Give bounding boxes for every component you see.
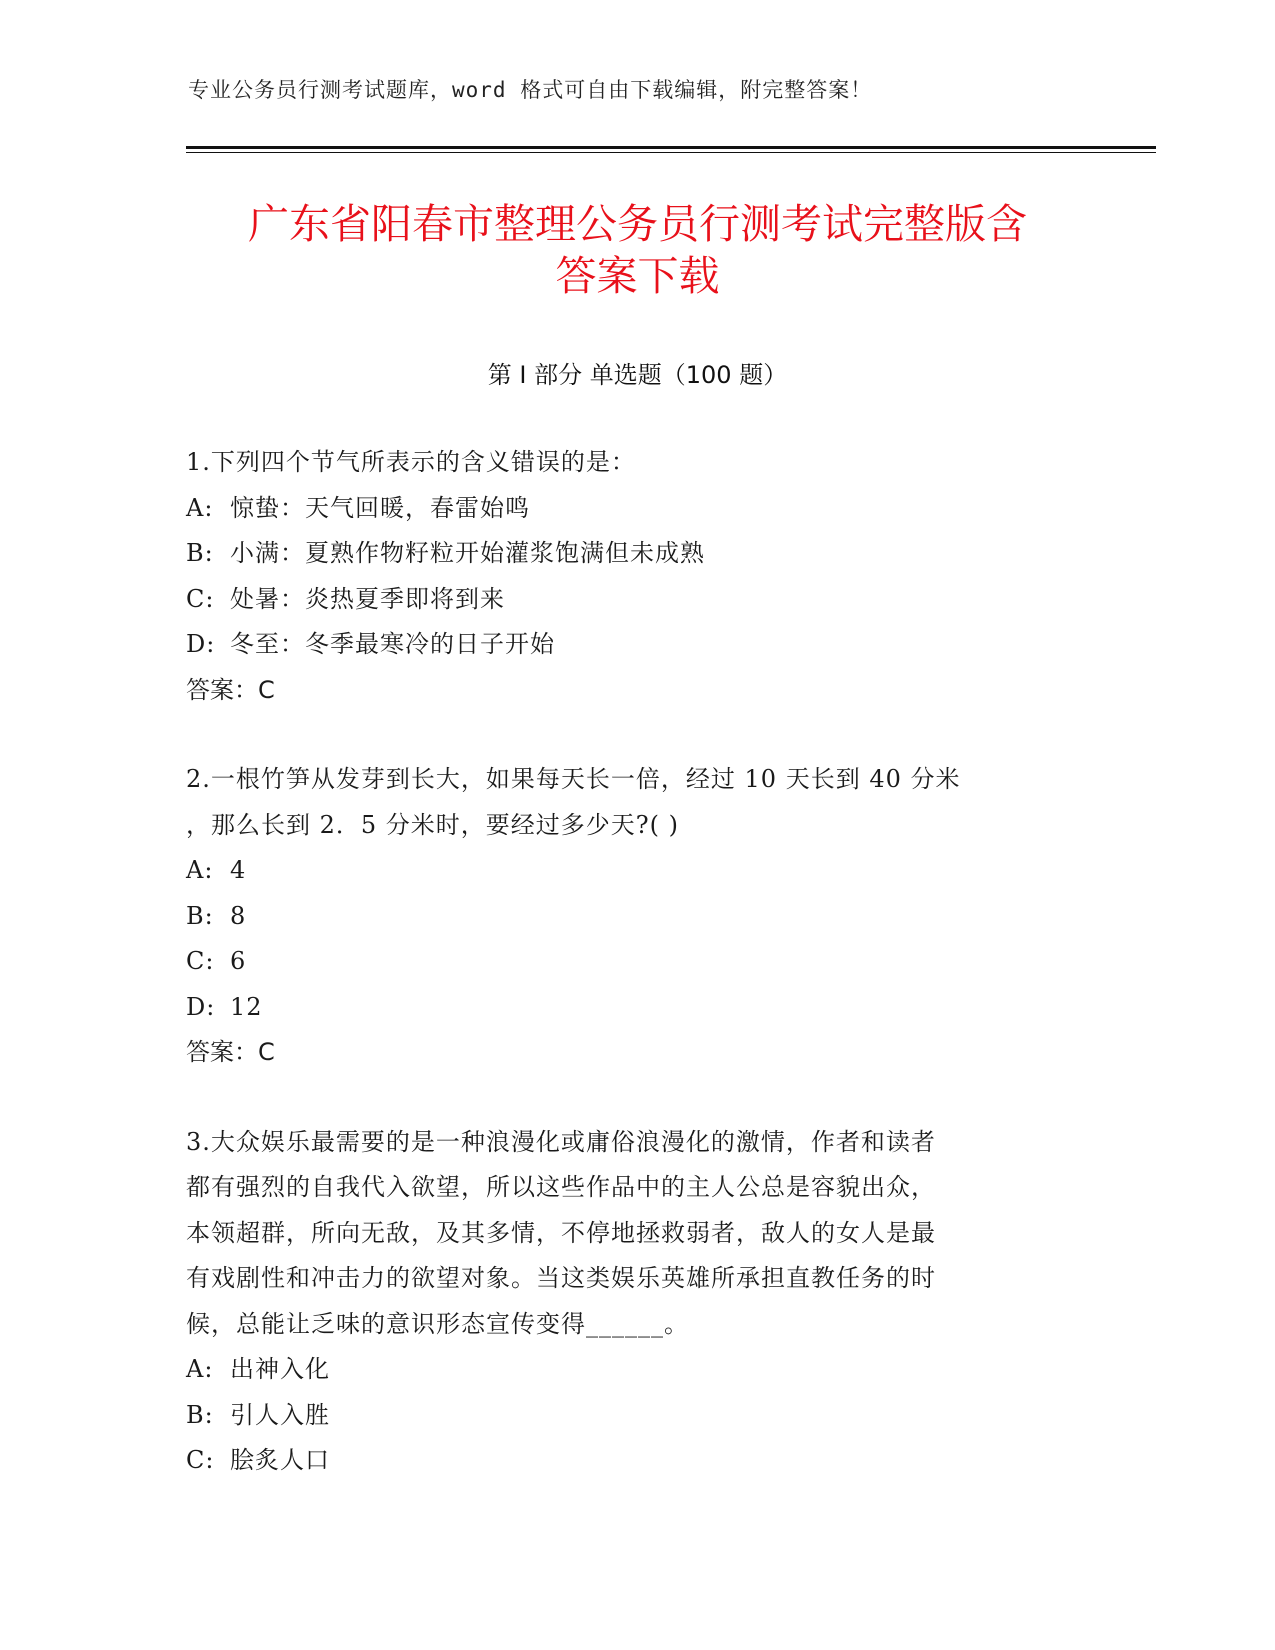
option-label: B: (186, 1400, 214, 1429)
section-heading: 第 I 部分 单选题（100 题） (487, 361, 788, 389)
question-3 (186, 1120, 1066, 1484)
option-text: 8 (230, 901, 247, 930)
option-label: C: (186, 947, 215, 975)
option-label: A: (186, 1355, 214, 1383)
question-1 (186, 440, 1066, 713)
title-line-2: 答案下载 (555, 252, 720, 300)
question-stem: 有戏剧性和冲击力的欲望对象。当这类娱乐英雄所承担直教任务的时 (186, 1264, 936, 1292)
question-stem: 都有强烈的自我代入欲望，所以这些作品中的主人公总是容貌出众， (186, 1173, 936, 1201)
question-list (186, 440, 1066, 1484)
question-stem: 2.一根竹笋从发芽到长大，如果每天长一倍，经过 10 天长到 40 分米 (186, 765, 961, 793)
option-d (186, 622, 1066, 668)
option-b (186, 531, 1066, 577)
question-stem: 1.下列四个节气所表示的含义错误的是： (186, 448, 636, 476)
answer: 答案：C (186, 1038, 275, 1066)
option-label: A: (186, 856, 214, 884)
header-rule-thick (186, 146, 1156, 149)
option-c (186, 939, 1066, 985)
option-text: 6 (230, 947, 247, 975)
question-stem: 3.大众娱乐最需要的是一种浪漫化或庸俗浪漫化的激情，作者和读者 (186, 1127, 936, 1156)
option-text: 脍炙人口 (230, 1446, 330, 1474)
option-b (186, 894, 1066, 940)
option-text: 出神入化 (230, 1355, 330, 1383)
option-c (186, 577, 1066, 623)
option-label: C: (186, 584, 215, 613)
option-label: D: (186, 992, 216, 1021)
option-text: 12 (230, 992, 263, 1021)
option-label: C: (186, 1446, 215, 1474)
option-b (186, 1393, 1066, 1439)
option-a (186, 848, 1066, 894)
title-line-1: 广东省阳春市整理公务员行测考试完整版含 (248, 200, 1027, 248)
option-text: 惊蛰：天气回暖，春雷始鸣 (230, 493, 530, 522)
option-text: 冬至：冬季最寒冷的日子开始 (230, 630, 555, 658)
option-a (186, 1347, 1066, 1393)
question-2 (186, 757, 1066, 1076)
option-text: 小满：夏熟作物籽粒开始灌浆饱满但未成熟 (230, 539, 705, 567)
option-text: 处暑：炎热夏季即将到来 (230, 584, 505, 613)
option-label: B: (186, 539, 214, 567)
option-d (186, 985, 1066, 1031)
document-title (160, 198, 1115, 302)
answer: 答案：C (186, 675, 275, 704)
option-a (186, 486, 1066, 532)
header-rule-thin (186, 152, 1156, 153)
question-stem: 候，总能让乏味的意识形态宣传变得______。 (186, 1309, 689, 1338)
question-stem: 本领超群，所向无敌，及其多情，不停地拯救弱者，敌人的女人是最 (186, 1218, 936, 1247)
option-text: 4 (230, 856, 247, 884)
question-stem: ，那么长到 2．5 分米时，要经过多少天?( ) (186, 810, 680, 839)
option-label: A: (186, 493, 214, 522)
option-label: D: (186, 630, 216, 658)
option-label: B: (186, 901, 214, 930)
header-note: 专业公务员行测考试题库，word 格式可自由下载编辑，附完整答案！ (188, 78, 873, 102)
option-text: 引人入胜 (230, 1400, 330, 1429)
option-c (186, 1438, 1066, 1484)
